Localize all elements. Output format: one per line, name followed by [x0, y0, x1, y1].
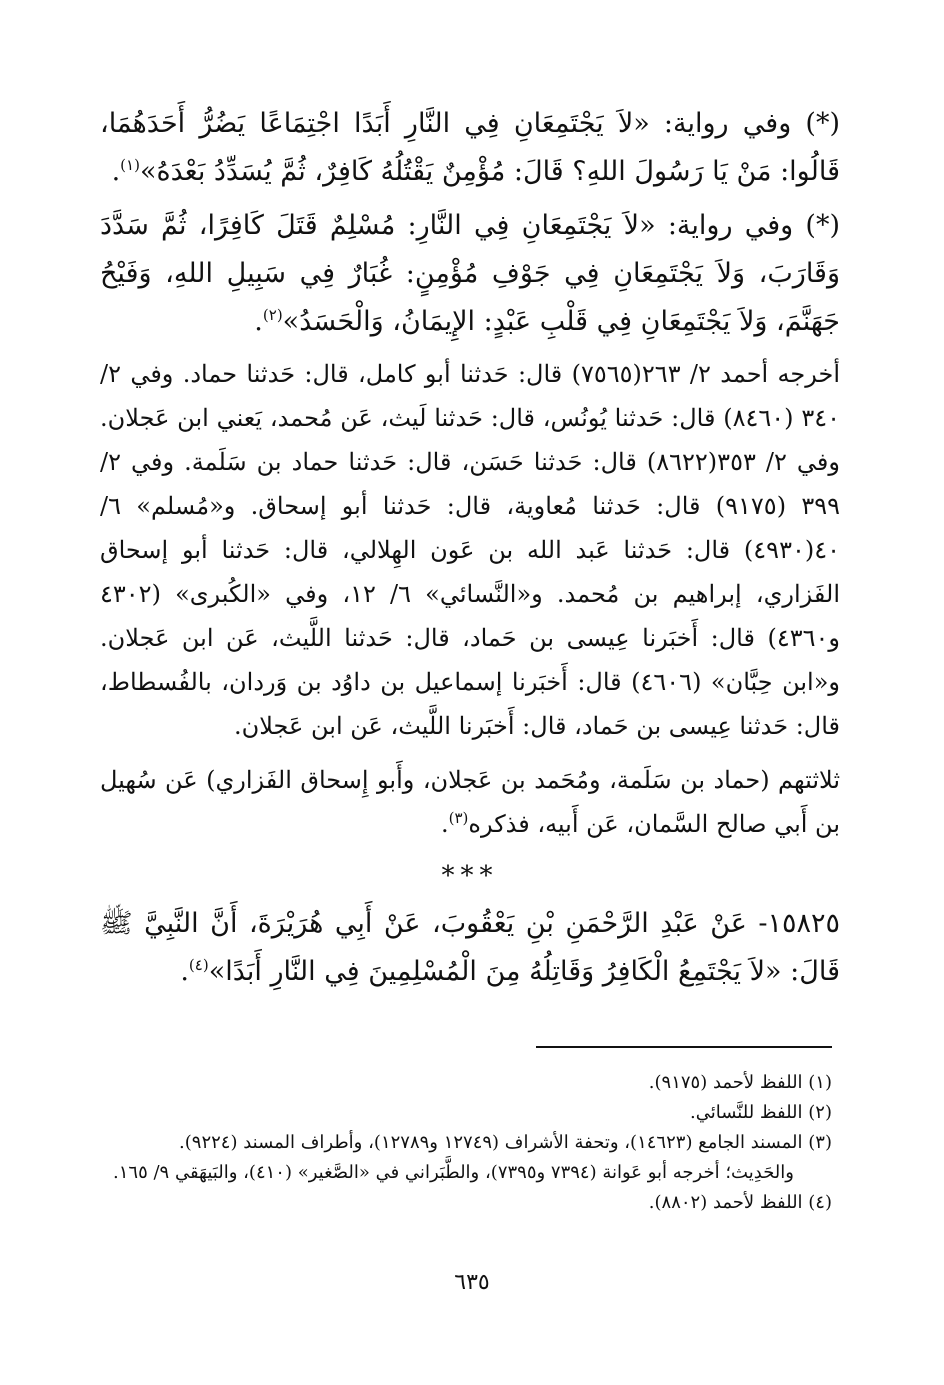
hadith-15825-text: ١٥٨٢٥- عَنْ عَبْدِ الرَّحْمَنِ بْنِ يَعْقُوبَ، عَنْ أَبِي هُرَيْرَةَ، أَنَّ النَّبِيَّ ﷺ قَالَ: «لاَ يَجْتَمِعُ الْكَافِرُ وَقَاتِلُهُ مِنَ الْمُسْلِمِينَ فِي النَّارِ أَبَدًا»: [100, 908, 840, 987]
section-separator: ***: [441, 861, 499, 891]
footnote-ref-3[interactable]: (٣): [448, 809, 469, 827]
footnotes-block: [110, 1068, 832, 1218]
narration-variant-1-end: .: [111, 156, 121, 187]
page-body: [100, 100, 840, 1002]
chain-summary-text: ثلاثتهم (حماد بن سَلَمة، ومُحَمد بن عَجلان، وأَبو إِسحاق الفَزاري) عَن سُهيل بن أَبي صالح السَّمان، عَن أَبيه، فذكره: [100, 766, 840, 838]
narration-variant-2: [100, 202, 840, 346]
takhrij-paragraph: أخرجه أحمد ٢/ ٢٦٣(٧٥٦٥) قال: حَدثنا أبو كامل، قال: حَدثنا حماد. وفي ٢/ ٣٤٠ (٨٤٦٠) قال: حَدثنا يُونُس، قال: حَدثنا لَيث، عَن مُحمد، يَعني ابن عَجلان. وفي ٢/ ٣٥٣(٨٦٢٢) قال: حَدثنا حَسَن، قال: حَدثنا حماد بن سَلَمة. وفي ٢/ ٣٩٩ (٩١٧٥) قال: حَدثنا مُعاوية، قال: حَدثنا أبو إسحاق. و«مُسلم» ٦/ ٤٠(٤٩٣٠) قال: حَدثنا عَبد الله بن عَون الهِلالي، قال: حَدثنا أبو إسحاق الفَزاري، إبراهيم بن مُحمد. و«النَّسائي» ٦/ ١٢، وفي «الكُبرى» (٤٣٠٢ و٤٣٦٠) قال: أَخبَرنا عِيسى بن حَماد، قال: حَدثنا اللَّيث، عَن ابن عَجلان. و«ابن حِبَّان» (٤٦٠٦) قال: أَخبَرنا إسماعيل بن داوُد بن وَردان، بالفُسطاط، قال: حَدثنا عِيسى بن حَماد، قال: أَخبَرنا اللَّيث، عَن ابن عَجلان.: [100, 360, 840, 740]
chain-summary-end: .: [440, 810, 449, 838]
chain-summary-paragraph: [100, 758, 840, 846]
footnote-1: (١) اللفظ لأحمد (٩١٧٥).: [648, 1072, 832, 1093]
footnote-4: (٤) اللفظ لأحمد (٨٨٠٢).: [648, 1192, 832, 1213]
footnote-3-continuation: والحَدِيث؛ أخرجه أبو عَوانة (٧٣٩٤ و٧٣٩٥)، والطَّبَراني في «الصَّغير» (٤١٠)، والبَيهَقي ٩/ ١٦٥.: [113, 1162, 794, 1183]
footnote-divider: [536, 1046, 832, 1048]
footnote-ref-2[interactable]: (٢): [262, 306, 283, 324]
narration-variant-2-text: (*) وفي رواية: «لاَ يَجْتَمِعَانِ فِي النَّارِ: مُسْلِمٌ قَتَلَ كَافِرًا، ثُمَّ سَدَّدَ وَقَارَبَ، وَلاَ يَجْتَمِعَانِ فِي جَوْفِ مُؤْمِنٍ: غُبَارٌ فِي سَبِيلِ اللهِ، وَفَيْحُ جَهَنَّمَ، وَلاَ يَجْتَمِعَانِ فِي قَلْبِ عَبْدٍ: الإِيمَانُ، وَالْحَسَدُ»: [100, 210, 840, 337]
narration-variant-2-end: .: [254, 306, 263, 337]
footnote-ref-4[interactable]: (٤): [188, 956, 209, 974]
narration-variant-1-text: (*) وفي رواية: «لاَ يَجْتَمِعَانِ فِي النَّارِ أَبَدًا اجْتِمَاعًا يَضُرُّ أَحَدَهُمَا، قَالُوا: مَنْ يَا رَسُولَ اللهِ؟ قَالَ: مُؤْمِنٌ يَقْتُلُهُ كَافِرٌ، ثُمَّ يُسَدِّدُ بَعْدَهُ»: [100, 108, 840, 187]
narration-variant-1: [100, 100, 840, 196]
footnote-2: (٢) اللفظ للنَّسائي.: [690, 1102, 832, 1123]
footnote-ref-1[interactable]: (١): [120, 156, 140, 174]
page-number: ٦٣٥: [454, 1270, 490, 1295]
hadith-15825: [100, 900, 840, 996]
footnote-3: (٣) المسند الجامع (١٤٦٢٣)، وتحفة الأشراف (١٢٧٤٩ و١٢٧٨٩)، وأطراف المسند (٩٢٢٤).: [179, 1132, 832, 1153]
hadith-15825-end: .: [180, 956, 189, 987]
